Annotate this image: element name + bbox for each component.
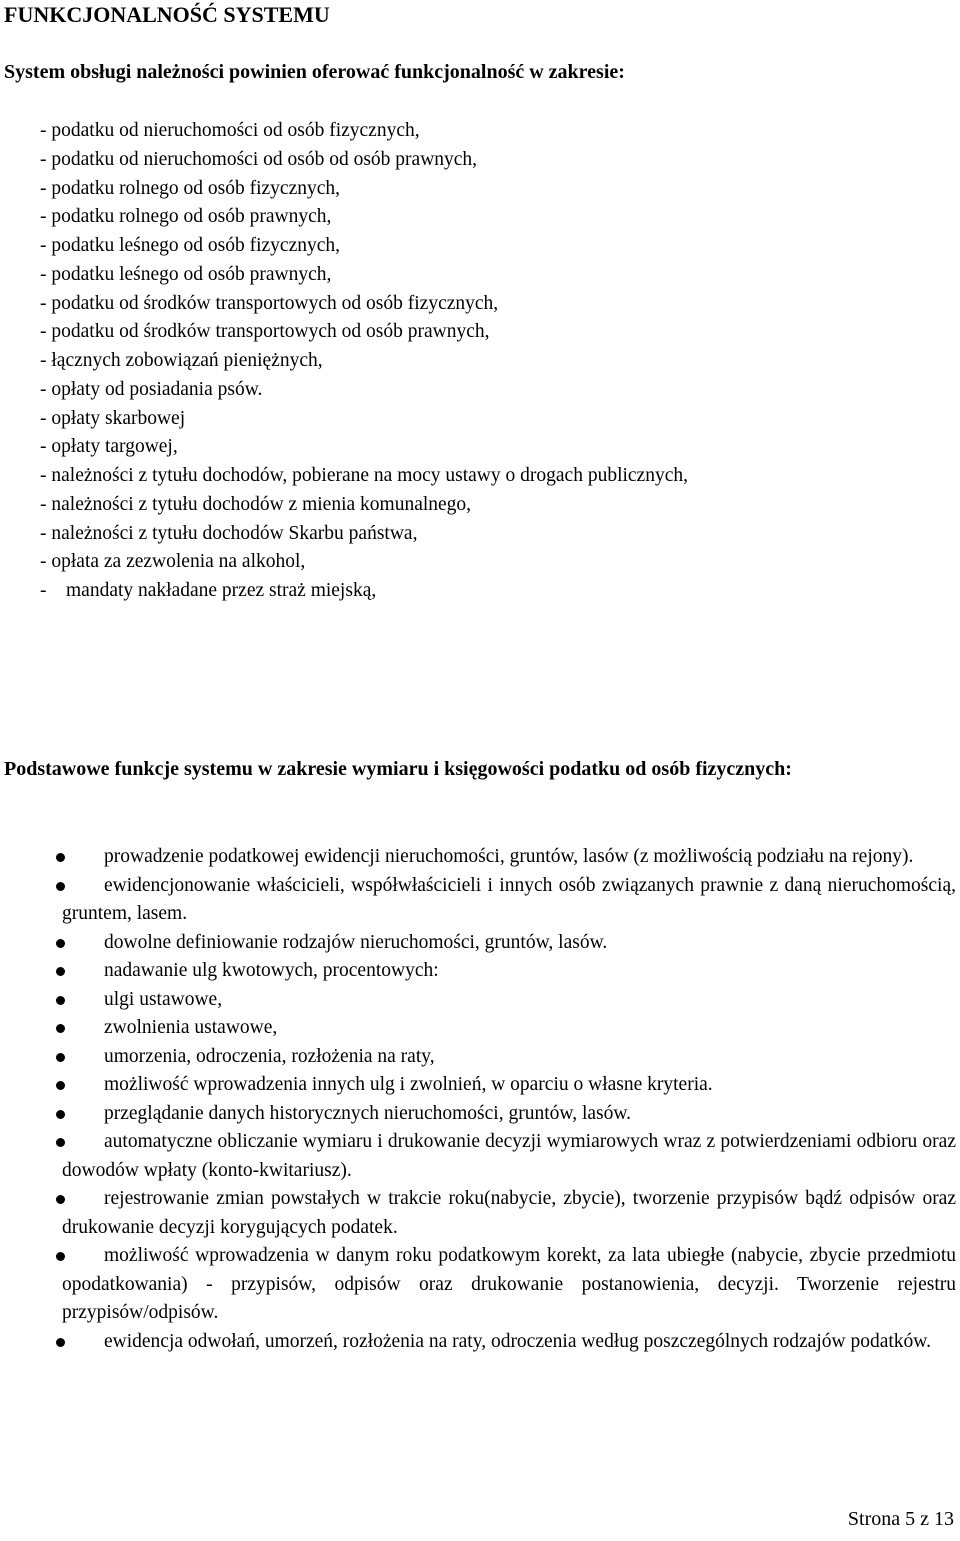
bullet-dot-icon xyxy=(56,939,65,948)
list-item: - należności z tytułu dochodów, pobierane na mocy ustawy o drogach publicznych, xyxy=(40,465,688,486)
list-item: - podatku od środków transportowych od osób prawnych, xyxy=(40,321,490,343)
list-item: - podatku od środków transportowych od osób fizycznych, xyxy=(40,292,499,314)
bullet-dot-icon xyxy=(56,882,65,891)
section-intro: System obsługi należności powinien oferować funkcjonalność w zakresie: xyxy=(4,61,625,83)
list-item: - łącznych zobowiązań pieniężnych, xyxy=(40,350,323,371)
bullet-dot-icon xyxy=(56,1081,65,1090)
bullet-dot-icon xyxy=(56,1110,65,1119)
tax-scope-list xyxy=(40,117,940,606)
bullet-dot-icon xyxy=(56,996,65,1005)
bullet-item: ewidencjonowanie właścicieli, współwłaścicieli i innych osób związanych prawnie z daną nieruchomością, gruntem, lasem. xyxy=(62,872,956,929)
list-item: - podatku od nieruchomości od osób od osób prawnych, xyxy=(40,148,478,170)
page-number: Strona 5 z 13 xyxy=(847,1508,954,1530)
list-item: - należności z tytułu dochodów z mienia komunalnego, xyxy=(40,493,472,515)
list-item: - opłaty od posiadania psów. xyxy=(40,378,263,400)
bullet-item: rejestrowanie zmian powstałych w trakcie roku(nabycie, zbycie), tworzenie przypisów bądź odpisów oraz drukowanie decyzji korygujących podatek. xyxy=(62,1185,956,1242)
list-item: - podatku rolnego od osób prawnych, xyxy=(40,206,332,228)
bullet-item: ulgi ustawowe, xyxy=(62,986,956,1015)
list-item: - opłaty targowej, xyxy=(40,436,178,458)
bullet-dot-icon xyxy=(56,967,65,976)
list-item: - opłaty skarbowej xyxy=(40,407,186,429)
bullet-dot-icon xyxy=(56,1195,65,1204)
bullet-item: umorzenia, odroczenia, rozłożenia na raty, xyxy=(62,1043,956,1072)
list-item: - opłata za zezwolenia na alkohol, xyxy=(40,551,306,573)
bullet-item: prowadzenie podatkowej ewidencji nieruchomości, gruntów, lasów (z możliwością podziału na rejony). xyxy=(62,843,956,872)
list-item: - podatku od nieruchomości od osób fizycznych, xyxy=(40,120,420,141)
list-item: - mandaty nakładane przez straż miejską, xyxy=(40,580,377,601)
bullet-item: możliwość wprowadzenia w danym roku podatkowym korekt, za lata ubiegłe (nabycie, zbycie przedmiotu opodatkowania) - przypisów, odpisów oraz drukowanie postanowienia, decyzji. Tworzenie rejestru przypisów/odpisów. xyxy=(62,1242,956,1328)
list-item: - podatku leśnego od osób prawnych, xyxy=(40,263,332,285)
list-item: - podatku rolnego od osób fizycznych, xyxy=(40,177,341,199)
bullet-dot-icon xyxy=(56,1138,65,1147)
bullet-item: zwolnienia ustawowe, xyxy=(62,1014,956,1043)
bullet-item: możliwość wprowadzenia innych ulg i zwolnień, w oparciu o własne kryteria. xyxy=(62,1071,956,1100)
list-item: - należności z tytułu dochodów Skarbu państwa, xyxy=(40,522,418,544)
bullet-dot-icon xyxy=(56,853,65,862)
list-item: - podatku leśnego od osób fizycznych, xyxy=(40,235,341,256)
functions-bullet-list xyxy=(62,843,956,1356)
bullet-item: ewidencja odwołań, umorzeń, rozłożenia na raty, odroczenia według poszczególnych rodzajów podatków. xyxy=(62,1328,956,1357)
bullet-item: nadawanie ulg kwotowych, procentowych: xyxy=(62,957,956,986)
bullet-item: dowolne definiowanie rodzajów nieruchomości, gruntów, lasów. xyxy=(62,929,956,958)
bullet-dot-icon xyxy=(56,1024,65,1033)
section-heading: Podstawowe funkcje systemu w zakresie wymiaru i księgowości podatku od osób fizycznych: xyxy=(4,758,792,780)
bullet-dot-icon xyxy=(56,1053,65,1062)
page-title: FUNKCJONALNOŚĆ SYSTEMU xyxy=(4,2,330,27)
bullet-dot-icon xyxy=(56,1338,65,1347)
bullet-item: przeglądanie danych historycznych nieruchomości, gruntów, lasów. xyxy=(62,1100,956,1129)
bullet-dot-icon xyxy=(56,1252,65,1261)
bullet-item: automatyczne obliczanie wymiaru i drukowanie decyzji wymiarowych wraz z potwierdzeniami odbioru oraz dowodów wpłaty (konto-kwitariusz). xyxy=(62,1128,956,1185)
